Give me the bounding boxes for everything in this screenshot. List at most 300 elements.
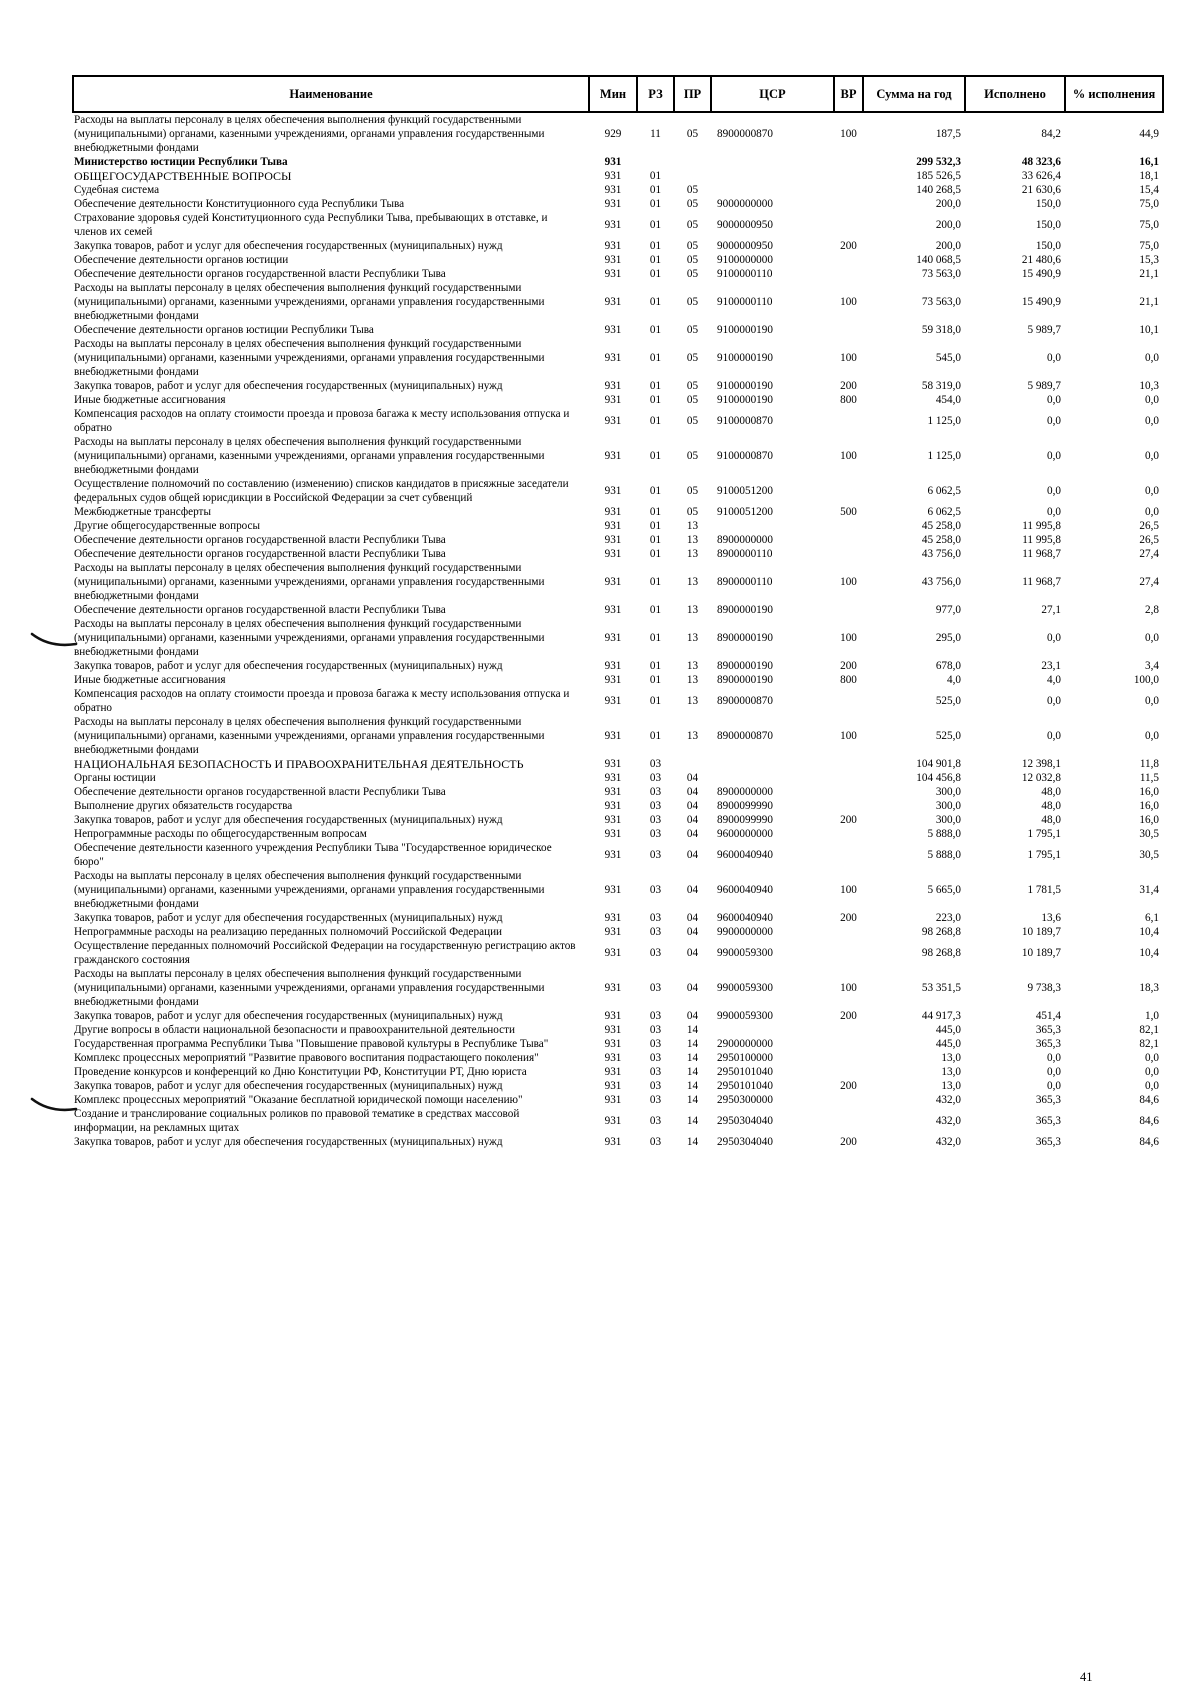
cell-sum: 5 665,0: [927, 884, 961, 896]
table-row: [73, 799, 1163, 813]
table-row: [73, 477, 1163, 505]
cell-min: 931: [604, 947, 622, 959]
cell-done: 1 795,1: [1027, 828, 1061, 840]
cell-min: 931: [604, 1080, 622, 1092]
cell-rz: 01: [649, 730, 662, 742]
cell-vr: 200: [840, 814, 857, 826]
table-row: [73, 281, 1163, 323]
header-pct: % исполнения: [1065, 76, 1163, 112]
cell-sum: 200,0: [935, 219, 961, 231]
table-row: [73, 267, 1163, 281]
cell-pr: 05: [686, 128, 699, 140]
cell-pct: 15,3: [1139, 254, 1159, 266]
cell-vr: [834, 183, 863, 197]
cell-min: 931: [604, 254, 622, 266]
cell-pct: 0,0: [1145, 632, 1159, 644]
cell-name: Другие общегосударственные вопросы: [74, 520, 261, 532]
cell-pr: [674, 155, 711, 169]
table-row: [73, 1135, 1163, 1149]
cell-csr: 2950304040: [717, 1136, 773, 1148]
cell-pr: 13: [686, 604, 699, 616]
cell-rz: 03: [649, 1080, 662, 1092]
cell-name: Закупка товаров, работ и услуг для обеспечения государственных (муниципальных) нужд: [74, 1080, 503, 1092]
table-row: [73, 183, 1163, 197]
cell-min: 931: [604, 394, 622, 406]
cell-vr: 200: [840, 912, 857, 924]
cell-sum: 45 258,0: [921, 520, 961, 532]
cell-done: 10 189,7: [1021, 947, 1061, 959]
cell-rz: 01: [649, 184, 662, 196]
cell-pr: 14: [686, 1038, 699, 1050]
table-row: [73, 239, 1163, 253]
cell-sum: 185 526,5: [916, 170, 961, 182]
cell-min: 931: [604, 548, 622, 560]
cell-rz: 01: [649, 240, 662, 252]
cell-done: 365,3: [1035, 1038, 1061, 1050]
cell-pct: 31,4: [1139, 884, 1159, 896]
cell-done: 84,2: [1041, 128, 1061, 140]
cell-vr: [834, 547, 863, 561]
cell-vr: [834, 687, 863, 715]
cell-pr: 13: [686, 674, 699, 686]
cell-pr: [674, 757, 711, 771]
cell-done: 27,1: [1041, 604, 1061, 616]
cell-min: 931: [604, 415, 622, 427]
table-row: [73, 659, 1163, 673]
cell-csr: 9100000190: [717, 352, 773, 364]
cell-pr: 05: [686, 240, 699, 252]
cell-vr: [834, 1051, 863, 1065]
cell-vr: 800: [840, 394, 857, 406]
table-row: [73, 827, 1163, 841]
cell-vr: [834, 1065, 863, 1079]
cell-csr: 8900000110: [717, 576, 773, 588]
cell-rz: 03: [649, 947, 662, 959]
cell-done: 365,3: [1035, 1094, 1061, 1106]
cell-pct: 82,1: [1139, 1038, 1159, 1050]
cell-min: 931: [604, 1010, 622, 1022]
cell-pct: 16,0: [1139, 800, 1159, 812]
table-row: [73, 1009, 1163, 1023]
table-row: [73, 1093, 1163, 1107]
cell-rz: 01: [649, 548, 662, 560]
cell-vr: [834, 323, 863, 337]
cell-csr: 9100000870: [717, 415, 773, 427]
cell-vr: [834, 197, 863, 211]
cell-rz: 11: [650, 128, 661, 140]
cell-rz: 03: [649, 1052, 662, 1064]
cell-name: Расходы на выплаты персоналу в целях обеспечения выполнения функций государственными (муниципальными) органами, казенными учреждениями, органами управления государственными внебюджетными фондами: [74, 282, 545, 322]
cell-sum: 200,0: [935, 198, 961, 210]
cell-done: 48,0: [1041, 814, 1061, 826]
cell-min: 931: [604, 1066, 622, 1078]
cell-vr: [834, 407, 863, 435]
cell-name: Обеспечение деятельности Конституционного суда Республики Тыва: [74, 198, 405, 210]
table-row: [73, 379, 1163, 393]
cell-vr: 200: [840, 1080, 857, 1092]
cell-min: 931: [604, 1038, 622, 1050]
cell-vr: [834, 785, 863, 799]
cell-pr: 05: [686, 415, 699, 427]
header-pr: ПР: [674, 76, 711, 112]
cell-csr: 9100000110: [717, 268, 773, 280]
cell-min: 931: [604, 926, 622, 938]
cell-csr: 9100000110: [717, 296, 773, 308]
cell-sum: 525,0: [935, 695, 961, 707]
cell-min: 931: [604, 485, 622, 497]
cell-vr: 200: [840, 380, 857, 392]
cell-min: 931: [604, 1115, 622, 1127]
cell-sum: 104 901,8: [916, 758, 961, 770]
cell-pr: 13: [686, 632, 699, 644]
table-row: [73, 1065, 1163, 1079]
cell-min: 931: [604, 1024, 622, 1036]
cell-name: Обеспечение деятельности органов государственной власти Республики Тыва: [74, 268, 446, 280]
cell-name: Закупка товаров, работ и услуг для обеспечения государственных (муниципальных) нужд: [74, 380, 503, 392]
cell-pr: 05: [686, 352, 699, 364]
cell-sum: 300,0: [935, 814, 961, 826]
cell-vr: [834, 1023, 863, 1037]
cell-rz: [637, 155, 674, 169]
cell-done: 11 968,7: [1022, 548, 1061, 560]
cell-min: 931: [604, 520, 622, 532]
cell-csr: 8900000190: [717, 660, 773, 672]
table-row: [73, 967, 1163, 1009]
cell-csr: 2950101040: [717, 1080, 773, 1092]
cell-min: 931: [604, 198, 622, 210]
cell-pct: 84,6: [1139, 1115, 1159, 1127]
cell-rz: 01: [649, 660, 662, 672]
cell-pct: 15,4: [1139, 184, 1159, 196]
table-row: [73, 407, 1163, 435]
cell-vr: [834, 841, 863, 869]
cell-sum: 1 125,0: [927, 450, 961, 462]
cell-min: 931: [604, 219, 622, 231]
cell-csr: 8900000870: [717, 128, 773, 140]
cell-min: 931: [604, 674, 622, 686]
cell-min: 931: [604, 240, 622, 252]
cell-vr: [834, 771, 863, 785]
cell-name: Иные бюджетные ассигнования: [74, 674, 226, 686]
header-rz: РЗ: [637, 76, 674, 112]
cell-name: Проведение конкурсов и конференций ко Дню Конституции РФ, Конституции РТ, Дню юриста: [74, 1066, 527, 1078]
cell-vr: [834, 267, 863, 281]
cell-done: 48,0: [1041, 786, 1061, 798]
cell-pr: 05: [686, 450, 699, 462]
cell-pr: 14: [686, 1136, 699, 1148]
cell-vr: 200: [840, 660, 857, 672]
cell-name: Расходы на выплаты персоналу в целях обеспечения выполнения функций государственными (муниципальными) органами, казенными учреждениями, органами управления государственными внебюджетными фондами: [74, 338, 545, 378]
cell-name: Обеспечение деятельности органов государственной власти Республики Тыва: [74, 534, 446, 546]
cell-name: Осуществление полномочий по составлению (изменению) списков кандидатов в присяжные заседатели федеральных судов общей юрисдикции в Российской Федерации за счет субвенций: [74, 478, 569, 504]
table-row: [73, 211, 1163, 239]
cell-csr: 2950101040: [717, 1066, 773, 1078]
cell-vr: [834, 939, 863, 967]
cell-pr: 14: [686, 1052, 699, 1064]
cell-rz: 03: [649, 786, 662, 798]
cell-pr: 13: [686, 660, 699, 672]
cell-vr: 100: [840, 450, 857, 462]
cell-done: 5 989,7: [1027, 324, 1061, 336]
cell-pct: 0,0: [1145, 506, 1159, 518]
cell-name: Выполнение других обязательств государства: [74, 800, 293, 812]
cell-rz: 01: [649, 380, 662, 392]
cell-name: Обеспечение деятельности казенного учреждения Республики Тыва "Государственное юридическое бюро": [74, 842, 552, 868]
cell-min: 931: [604, 324, 622, 336]
cell-pct: 1,0: [1145, 1010, 1159, 1022]
cell-pr: 05: [686, 219, 699, 231]
cell-vr: 100: [840, 982, 857, 994]
cell-done: 23,1: [1041, 660, 1061, 672]
cell-vr: [834, 169, 863, 183]
cell-vr: 100: [840, 730, 857, 742]
cell-rz: 01: [649, 506, 662, 518]
cell-sum: 73 563,0: [921, 268, 961, 280]
cell-pct: 82,1: [1139, 1024, 1159, 1036]
table-row: [73, 1079, 1163, 1093]
cell-pr: 05: [686, 184, 699, 196]
cell-vr: [834, 519, 863, 533]
cell-vr: 800: [840, 674, 857, 686]
cell-pr: 14: [686, 1066, 699, 1078]
cell-name: Межбюджетные трансферты: [74, 506, 211, 518]
cell-done: 150,0: [1035, 198, 1061, 210]
table-row: [73, 169, 1163, 183]
cell-sum: 6 062,5: [927, 506, 961, 518]
cell-pct: 11,8: [1139, 758, 1159, 770]
cell-sum: 300,0: [935, 800, 961, 812]
cell-vr: 500: [840, 506, 857, 518]
cell-rz: 03: [649, 1024, 662, 1036]
cell-name: Компенсация расходов на оплату стоимости проезда и провоза багажа к месту использования отпуска и обратно: [74, 688, 570, 714]
cell-done: 11 995,8: [1022, 534, 1061, 546]
table-row: [73, 757, 1163, 771]
cell-sum: 300,0: [935, 786, 961, 798]
cell-done: 11 995,8: [1022, 520, 1061, 532]
cell-csr: 9100000190: [717, 394, 773, 406]
cell-done: 0,0: [1047, 632, 1061, 644]
cell-pct: 16,1: [1139, 156, 1159, 168]
cell-name: Закупка товаров, работ и услуг для обеспечения государственных (муниципальных) нужд: [74, 660, 503, 672]
cell-pr: 13: [686, 695, 699, 707]
cell-rz: 01: [649, 268, 662, 280]
cell-rz: 01: [649, 674, 662, 686]
cell-sum: 43 756,0: [921, 548, 961, 560]
cell-pct: 16,0: [1139, 786, 1159, 798]
cell-rz: 03: [649, 982, 662, 994]
cell-min: 931: [604, 296, 622, 308]
table-row: [73, 323, 1163, 337]
cell-name: Создание и транслирование социальных роликов по правовой тематике в средствах массовой информации, на рекламных щитах: [74, 1108, 520, 1134]
table-row: [73, 561, 1163, 603]
cell-min: 931: [604, 380, 622, 392]
cell-csr: 9100000870: [717, 450, 773, 462]
cell-name: Расходы на выплаты персоналу в целях обеспечения выполнения функций государственными (муниципальными) органами, казенными учреждениями, органами управления государственными внебюджетными фондами: [74, 114, 545, 154]
cell-csr: [711, 183, 834, 197]
cell-done: 12 398,1: [1021, 758, 1061, 770]
cell-pct: 2,8: [1145, 604, 1159, 616]
cell-csr: 9900000000: [717, 926, 773, 938]
cell-csr: 9100000000: [717, 254, 773, 266]
cell-done: 150,0: [1035, 219, 1061, 231]
cell-rz: 01: [649, 352, 662, 364]
cell-pr: 05: [686, 380, 699, 392]
cell-rz: 03: [649, 1136, 662, 1148]
cell-pr: 04: [686, 884, 699, 896]
cell-csr: 9900059300: [717, 1010, 773, 1022]
cell-pr: 04: [686, 800, 699, 812]
cell-sum: 432,0: [935, 1094, 961, 1106]
cell-sum: 445,0: [935, 1038, 961, 1050]
cell-rz: 01: [649, 254, 662, 266]
cell-rz: 03: [649, 814, 662, 826]
table-row: [73, 1051, 1163, 1065]
cell-csr: 9100000190: [717, 324, 773, 336]
cell-pct: 30,5: [1139, 849, 1159, 861]
cell-pct: 27,4: [1139, 548, 1159, 560]
header-sum: Сумма на год: [863, 76, 965, 112]
cell-pct: 0,0: [1145, 450, 1159, 462]
header-csr: ЦСР: [711, 76, 834, 112]
table-header: [73, 76, 1163, 112]
cell-pct: 0,0: [1145, 1080, 1159, 1092]
table-row: [73, 617, 1163, 659]
cell-pr: 04: [686, 926, 699, 938]
cell-pct: 0,0: [1145, 485, 1159, 497]
cell-csr: [711, 1023, 834, 1037]
cell-pr: [674, 169, 711, 183]
cell-done: 0,0: [1047, 1066, 1061, 1078]
cell-sum: 4,0: [947, 674, 961, 686]
cell-vr: [834, 925, 863, 939]
cell-vr: 100: [840, 128, 857, 140]
cell-sum: 140 068,5: [916, 254, 961, 266]
cell-name: Закупка товаров, работ и услуг для обеспечения государственных (муниципальных) нужд: [74, 1136, 503, 1148]
table-row: [73, 785, 1163, 799]
table-row: [73, 505, 1163, 519]
cell-pct: 21,1: [1139, 268, 1159, 280]
cell-csr: 2950300000: [717, 1094, 773, 1106]
cell-min: 931: [604, 156, 622, 168]
cell-csr: [711, 771, 834, 785]
cell-pr: 04: [686, 1010, 699, 1022]
cell-csr: 8900000110: [717, 548, 773, 560]
table-row: [73, 673, 1163, 687]
cell-csr: 2900000000: [717, 1038, 773, 1050]
cell-rz: 01: [649, 576, 662, 588]
cell-min: 931: [604, 786, 622, 798]
cell-sum: 295,0: [935, 632, 961, 644]
cell-done: 0,0: [1047, 1052, 1061, 1064]
cell-pct: 10,1: [1139, 324, 1159, 336]
cell-name: Страхование здоровья судей Конституционного суда Республики Тыва, пребывающих в отставке, и членов их семей: [74, 212, 548, 238]
cell-rz: 03: [649, 828, 662, 840]
cell-pct: 0,0: [1145, 695, 1159, 707]
cell-rz: 03: [649, 849, 662, 861]
cell-name: Закупка товаров, работ и услуг для обеспечения государственных (муниципальных) нужд: [74, 1010, 503, 1022]
cell-rz: 01: [649, 296, 662, 308]
cell-sum: 98 268,8: [921, 926, 961, 938]
cell-name: Закупка товаров, работ и услуг для обеспечения государственных (муниципальных) нужд: [74, 912, 503, 924]
cell-min: 929: [604, 128, 622, 140]
cell-min: 931: [604, 758, 622, 770]
cell-pr: 14: [686, 1024, 699, 1036]
pen-mark-left: [30, 630, 80, 650]
cell-min: 931: [604, 814, 622, 826]
cell-pct: 10,4: [1139, 926, 1159, 938]
table-row: [73, 393, 1163, 407]
cell-min: 931: [604, 772, 622, 784]
cell-vr: 200: [840, 1010, 857, 1022]
cell-name: Закупка товаров, работ и услуг для обеспечения государственных (муниципальных) нужд: [74, 814, 503, 826]
cell-rz: 01: [649, 415, 662, 427]
table-row: [73, 925, 1163, 939]
cell-done: 11 968,7: [1022, 576, 1061, 588]
cell-rz: 03: [649, 1010, 662, 1022]
cell-sum: 187,5: [935, 128, 961, 140]
cell-done: 0,0: [1047, 695, 1061, 707]
cell-done: 5 989,7: [1027, 380, 1061, 392]
cell-sum: 5 888,0: [927, 849, 961, 861]
cell-done: 1 781,5: [1027, 884, 1061, 896]
cell-name: Расходы на выплаты персоналу в целях обеспечения выполнения функций государственными (муниципальными) органами, казенными учреждениями, органами управления государственными внебюджетными фондами: [74, 562, 545, 602]
cell-vr: 100: [840, 296, 857, 308]
cell-sum: 977,0: [935, 604, 961, 616]
cell-csr: 9600040940: [717, 884, 773, 896]
cell-pr: 14: [686, 1094, 699, 1106]
cell-rz: 01: [649, 485, 662, 497]
cell-csr: 8900099990: [717, 800, 773, 812]
cell-rz: 01: [649, 198, 662, 210]
table-body: [73, 112, 1163, 1149]
cell-done: 15 490,9: [1021, 268, 1061, 280]
cell-name: Закупка товаров, работ и услуг для обеспечения государственных (муниципальных) нужд: [74, 240, 503, 252]
cell-min: 931: [604, 912, 622, 924]
cell-csr: 9600040940: [717, 912, 773, 924]
cell-done: 0,0: [1047, 352, 1061, 364]
table-row: [73, 337, 1163, 379]
cell-pr: 05: [686, 394, 699, 406]
cell-done: 365,3: [1035, 1136, 1061, 1148]
cell-csr: 2950100000: [717, 1052, 773, 1064]
cell-pr: 13: [686, 520, 699, 532]
cell-sum: 53 351,5: [921, 982, 961, 994]
cell-done: 0,0: [1047, 730, 1061, 742]
cell-pct: 0,0: [1145, 730, 1159, 742]
cell-pct: 11,5: [1139, 772, 1159, 784]
cell-vr: [834, 477, 863, 505]
cell-done: 13,6: [1041, 912, 1061, 924]
table-row: [73, 603, 1163, 617]
cell-rz: 03: [649, 912, 662, 924]
cell-csr: 9000000950: [717, 240, 773, 252]
cell-done: 4,0: [1047, 674, 1061, 686]
cell-done: 12 032,8: [1021, 772, 1061, 784]
cell-csr: 9100051200: [717, 506, 773, 518]
header-min: Мин: [589, 76, 637, 112]
cell-min: 931: [604, 352, 622, 364]
table-row: [73, 911, 1163, 925]
cell-pr: 05: [686, 485, 699, 497]
table-row: [73, 533, 1163, 547]
cell-done: 48,0: [1041, 800, 1061, 812]
cell-rz: 01: [649, 219, 662, 231]
cell-name: Расходы на выплаты персоналу в целях обеспечения выполнения функций государственными (муниципальными) органами, казенными учреждениями, органами управления государственными внебюджетными фондами: [74, 436, 545, 476]
budget-table: [72, 75, 1164, 1149]
cell-name: Государственная программа Республики Тыва "Повышение правовой культуры в Республике Тыва": [74, 1038, 549, 1050]
cell-rz: 03: [649, 926, 662, 938]
cell-name: Непрограммные расходы по общегосударственным вопросам: [74, 828, 367, 840]
